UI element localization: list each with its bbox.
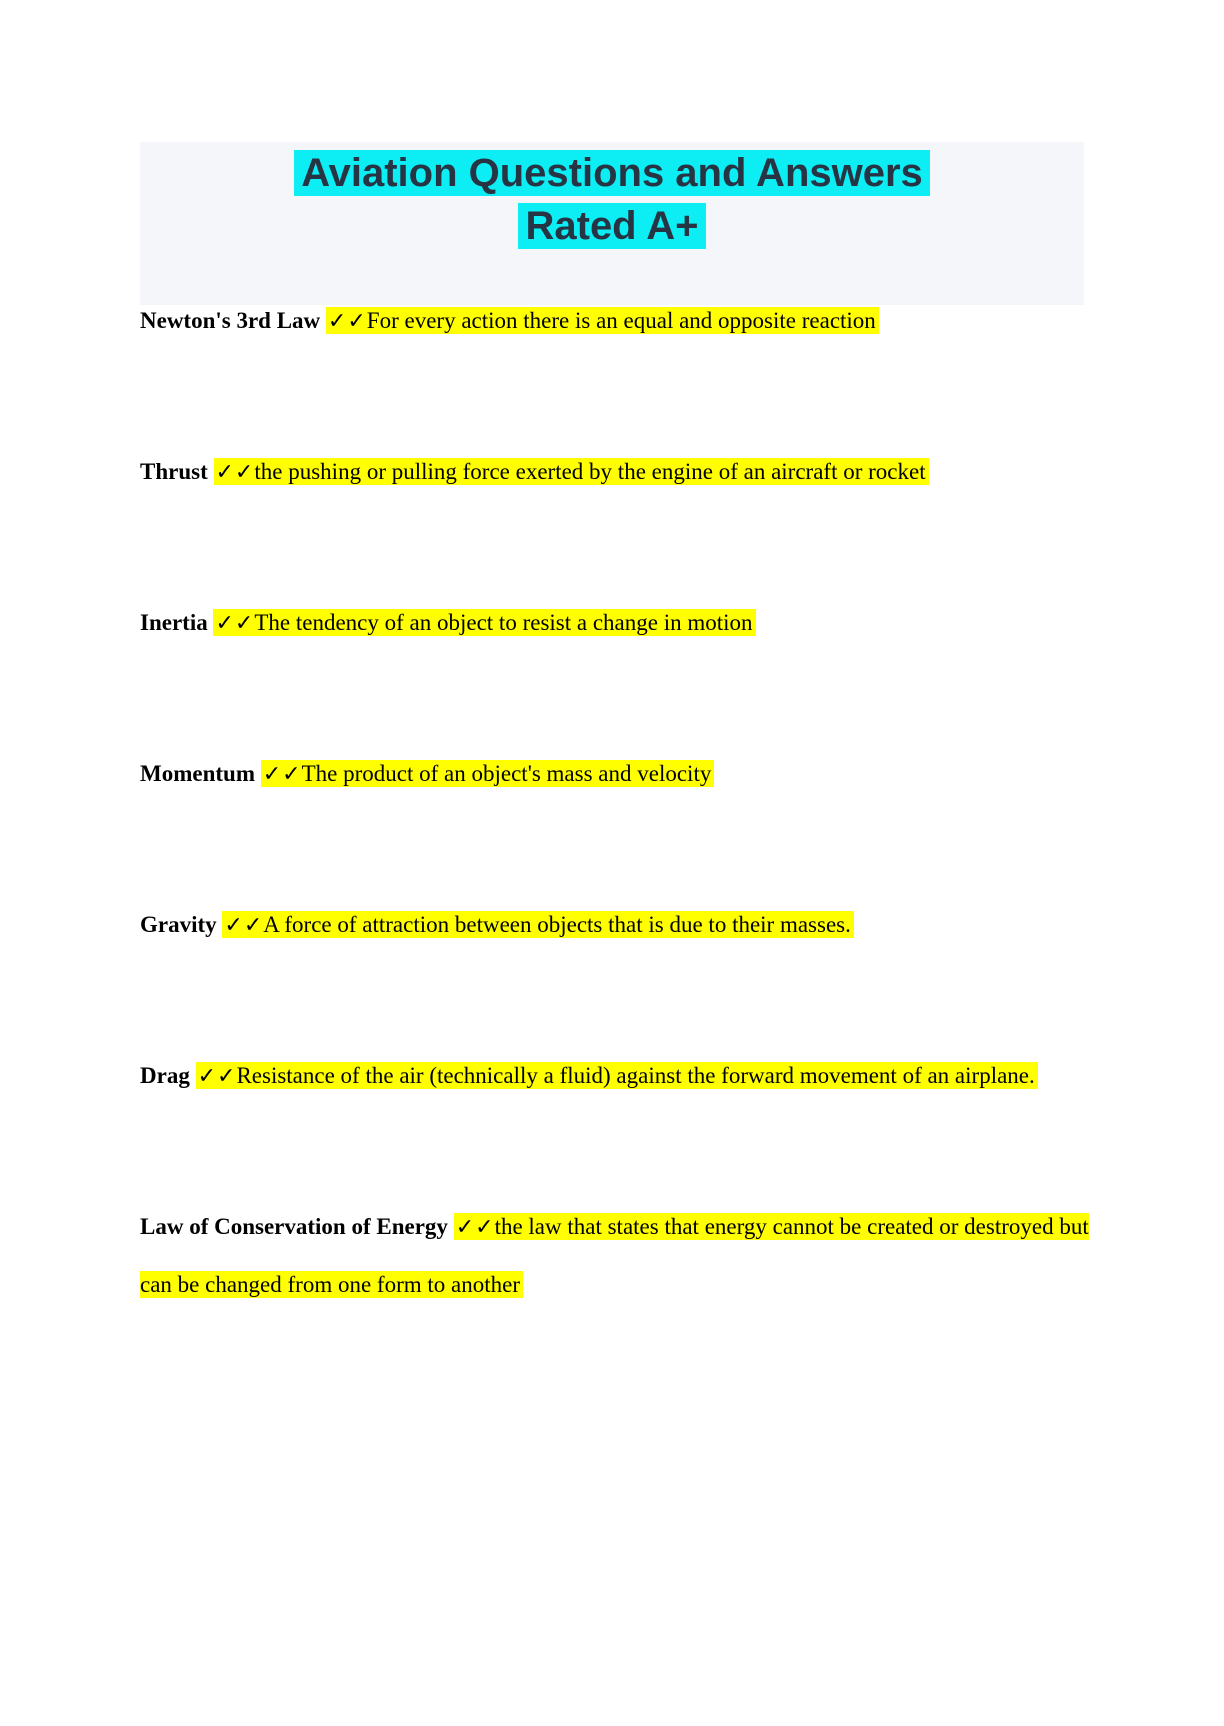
qa-entry xyxy=(140,1198,1090,1313)
qa-term: Thrust xyxy=(140,459,208,484)
double-checkmark-icon: ✓✓ xyxy=(197,1064,237,1089)
qa-answer-highlight xyxy=(261,760,715,787)
double-checkmark-icon: ✓✓ xyxy=(215,611,255,636)
qa-answer: Resistance of the air (technically a fluid) against the forward movement of an airplane. xyxy=(236,1063,1035,1088)
qa-entry xyxy=(140,745,1090,803)
double-checkmark-icon: ✓✓ xyxy=(262,762,302,787)
qa-term: Inertia xyxy=(140,610,208,635)
qa-answer: The tendency of an object to resist a change in motion xyxy=(254,610,753,635)
qa-answer-highlight xyxy=(326,307,879,334)
qa-term: Gravity xyxy=(140,912,217,937)
qa-term: Momentum xyxy=(140,761,255,786)
page-title-line2: Rated A+ xyxy=(518,203,705,249)
qa-entry xyxy=(140,896,1090,954)
qa-entry xyxy=(140,443,1090,501)
qa-answer: the law that states that energy cannot be created or destroyed but can be changed from one form to another xyxy=(140,1214,1089,1297)
title-banner xyxy=(140,142,1084,305)
qa-term: Newton's 3rd Law xyxy=(140,308,321,333)
qa-answer: A force of attraction between objects that is due to their masses. xyxy=(263,912,851,937)
qa-entry xyxy=(140,1047,1090,1105)
double-checkmark-icon: ✓✓ xyxy=(215,460,255,485)
qa-answer-highlight xyxy=(222,911,853,938)
double-checkmark-icon: ✓✓ xyxy=(224,913,264,938)
qa-answer: the pushing or pulling force exerted by the engine of an aircraft or rocket xyxy=(254,459,926,484)
qa-answer: The product of an object's mass and velocity xyxy=(301,761,712,786)
page-title-line1: Aviation Questions and Answers xyxy=(294,150,930,196)
page-title xyxy=(140,147,1084,253)
qa-answer: For every action there is an equal and opposite reaction xyxy=(366,308,876,333)
qa-entry xyxy=(140,594,1090,652)
qa-term: Drag xyxy=(140,1063,190,1088)
qa-answer-highlight xyxy=(214,458,929,485)
qa-term: Law of Conservation of Energy xyxy=(140,1214,448,1239)
qa-answer-highlight xyxy=(213,609,755,636)
double-checkmark-icon: ✓✓ xyxy=(455,1215,495,1240)
qa-answer-highlight xyxy=(196,1062,1038,1089)
qa-list xyxy=(140,292,1090,1313)
double-checkmark-icon: ✓✓ xyxy=(327,309,367,334)
document-page xyxy=(0,142,1224,1726)
qa-entry xyxy=(140,292,1090,350)
